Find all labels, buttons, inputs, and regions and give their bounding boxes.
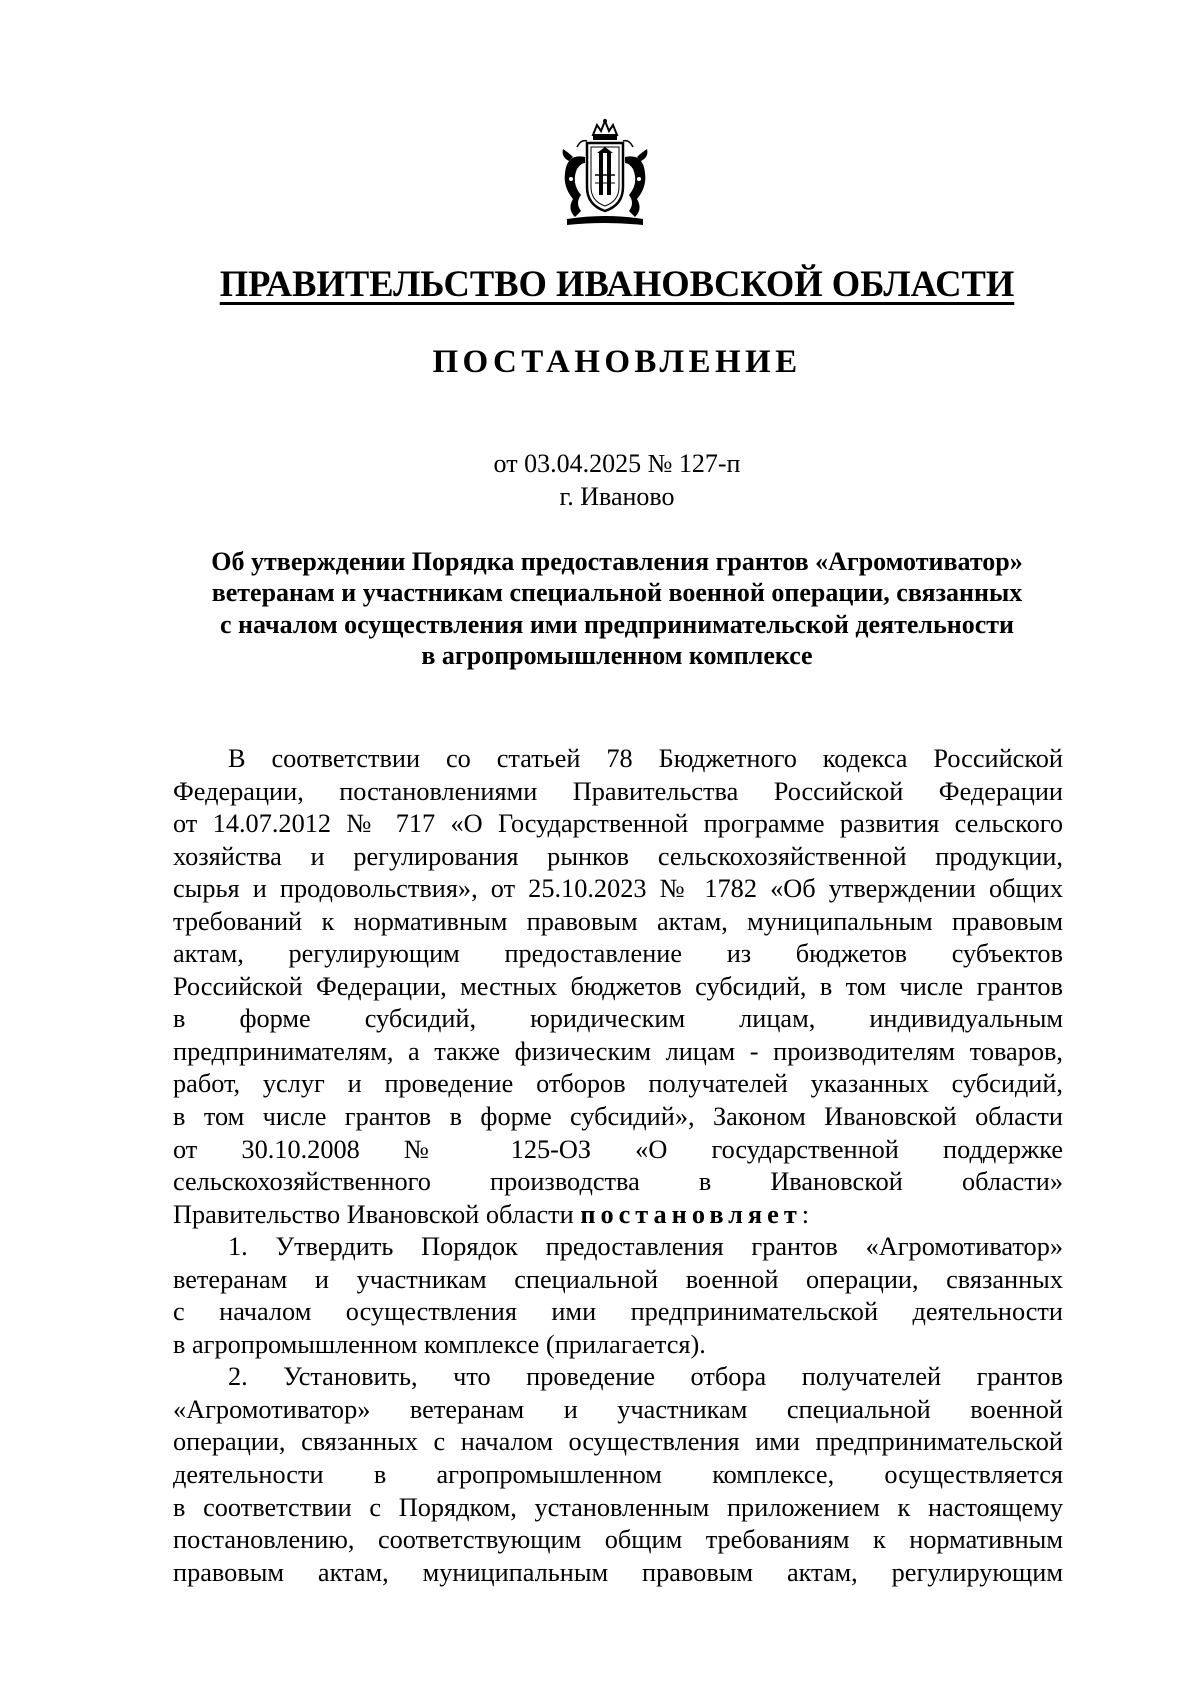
body-line: актам, регулирующим предоставление из бюджетов субъектов xyxy=(173,939,1063,969)
body-line: в агропромышленном комплексе (прилагается). xyxy=(173,1329,706,1359)
document-type-title: ПОСТАНОВЛЕНИЕ xyxy=(432,344,802,380)
body-line: с началом осуществления ими предпринимательской деятельности xyxy=(173,1297,1063,1327)
resolve-colon: : xyxy=(801,1199,810,1229)
body-line: 2. Установить, что проведение отбора получателей грантов xyxy=(228,1362,1063,1392)
body-line-resolve xyxy=(173,1199,1063,1232)
document-body xyxy=(173,743,1063,1589)
body-line: Российской Федерации, местных бюджетов субсидий, в том числе грантов xyxy=(173,971,1063,1001)
body-line-resolve-text: Правительство Ивановской области xyxy=(173,1199,574,1229)
body-line: хозяйства и регулирования рынков сельскохозяйственной продукции, xyxy=(173,841,1063,871)
body-line: Федерации, постановлениями Правительства Российской Федерации xyxy=(173,776,1063,806)
resolve-keyword: постановляет xyxy=(580,1199,802,1229)
body-line: от 14.07.2012 № 717 «О Государственной программе развития сельского xyxy=(173,809,1063,839)
heading-line: ветеранам и участникам специальной военной операции, связанных xyxy=(211,578,1023,608)
body-line: сельскохозяйственного производства в Ивановской области» xyxy=(173,1167,1063,1197)
body-line: деятельности в агропромышленном комплексе, осуществляется xyxy=(173,1460,1063,1490)
body-line: в том числе грантов в форме субсидий», Законом Ивановской области xyxy=(173,1102,1063,1132)
heading-line: с началом осуществления ими предпринимательской деятельности xyxy=(219,609,1015,639)
body-line: в форме субсидий, юридическим лицам, индивидуальным xyxy=(173,1004,1063,1034)
body-line: работ, услуг и проведение отборов получателей указанных субсидий, xyxy=(173,1069,1063,1099)
body-line: сырья и продовольствия», от 25.10.2023 № 1782 «Об утверждении общих xyxy=(173,874,1063,904)
body-line: требований к нормативным правовым актам, муниципальным правовым xyxy=(173,906,1063,936)
body-line: предпринимателям, а также физическим лицам - производителям товаров, xyxy=(173,1036,1063,1066)
body-line: «Агромотиватор» ветеранам и участникам специальной военной xyxy=(173,1394,1063,1424)
heading-line: Об утверждении Порядка предоставления грантов «Агромотиватор» xyxy=(211,547,1023,576)
body-line: постановлению, соответствующим общим требованиям к нормативным xyxy=(173,1525,1063,1555)
body-line: операции, связанных с началом осуществления ими предпринимательской xyxy=(173,1427,1063,1457)
body-line: в соответствии с Порядком, установленным приложением к настоящему xyxy=(173,1492,1063,1522)
document-city: г. Иваново xyxy=(559,482,675,511)
body-line: В соответствии со статьей 78 Бюджетного кодекса Российской xyxy=(228,744,1063,773)
ivanovo-coat-of-arms-icon xyxy=(557,117,653,227)
body-line: ветеранам и участникам специальной военной операции, связанных xyxy=(173,1264,1063,1294)
body-line: 1. Утвердить Порядок предоставления грантов «Агромотиватор» xyxy=(228,1232,1063,1262)
document-heading xyxy=(170,546,1064,671)
document-date-number: от 03.04.2025 № 127-п xyxy=(493,449,741,478)
body-line: от 30.10.2008 № 125-ОЗ «О государственной поддержке xyxy=(173,1134,1063,1164)
body-line: правовым актам, муниципальным правовым актам, регулирующим xyxy=(173,1557,1063,1587)
heading-line: в агропромышленном комплексе xyxy=(421,640,813,670)
government-title: ПРАВИТЕЛЬСТВО ИВАНОВСКОЙ ОБЛАСТИ xyxy=(219,263,1015,304)
